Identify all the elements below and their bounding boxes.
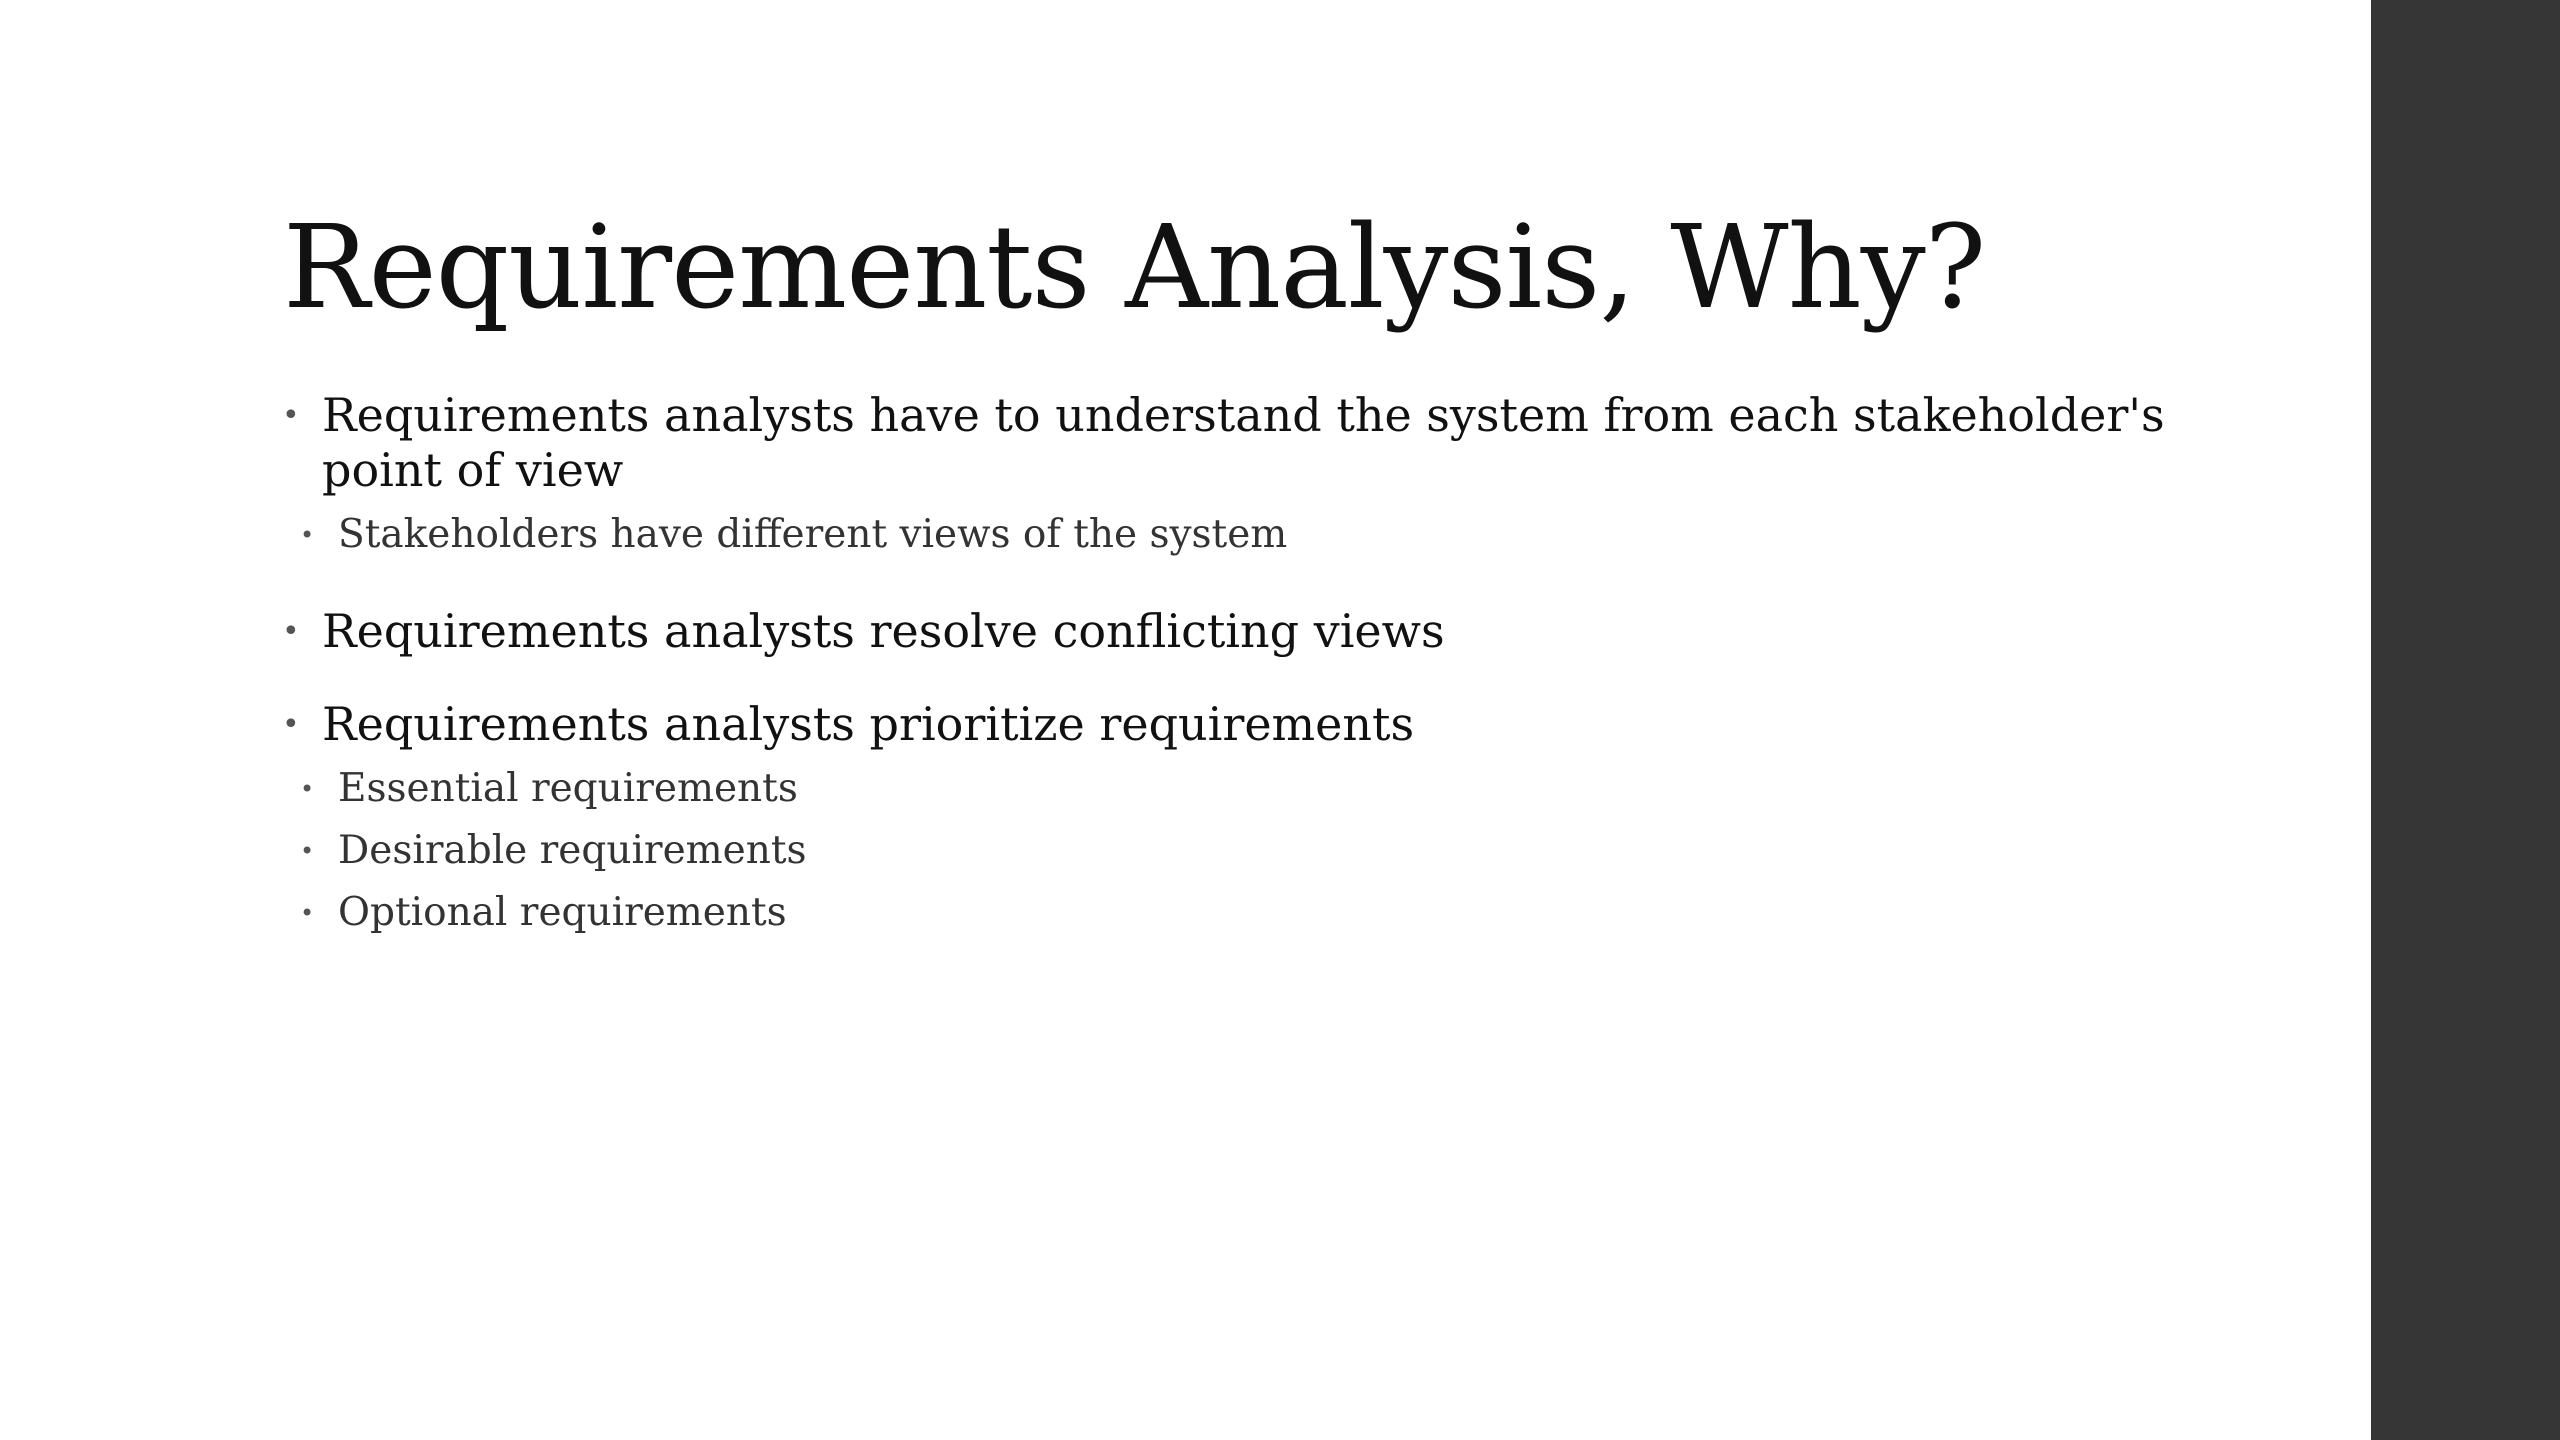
sub-bullet-item — [238, 882, 2138, 944]
sub-bullet-text: Essential requirements — [338, 766, 798, 811]
bullet-icon: • — [282, 614, 300, 649]
sub-bullet-text: Desirable requirements — [338, 828, 807, 873]
sub-bullet-icon: • — [300, 521, 315, 549]
bullet-item — [280, 604, 2180, 659]
sub-bullet-item — [238, 504, 2138, 566]
sub-bullet-text: Stakeholders have different views of the system — [338, 512, 1288, 557]
sub-bullet-icon: • — [300, 899, 315, 927]
bullet-icon: • — [282, 707, 300, 742]
slide-title: Requirements Analysis, Why? — [283, 201, 1986, 335]
bullet-text: Requirements analysts resolve conflicting views — [322, 604, 1445, 658]
sub-bullet-icon: • — [300, 837, 315, 865]
bullet-item — [280, 388, 2180, 498]
sub-bullet-item — [238, 758, 2138, 820]
bullet-item — [280, 697, 2180, 752]
sub-bullet-list — [280, 758, 2180, 944]
bullet-text: Requirements analysts have to understand the system from each stakeholder's point of view — [322, 388, 2165, 497]
sub-bullet-icon: • — [300, 775, 315, 803]
bullet-text: Requirements analysts prioritize requirements — [322, 697, 1415, 751]
bullet-icon: • — [282, 398, 300, 433]
sub-bullet-item — [238, 820, 2138, 882]
sub-bullet-list — [280, 504, 2180, 566]
accent-side-bar — [2371, 0, 2560, 1440]
bullet-list — [280, 388, 2180, 944]
sub-bullet-text: Optional requirements — [338, 890, 787, 935]
